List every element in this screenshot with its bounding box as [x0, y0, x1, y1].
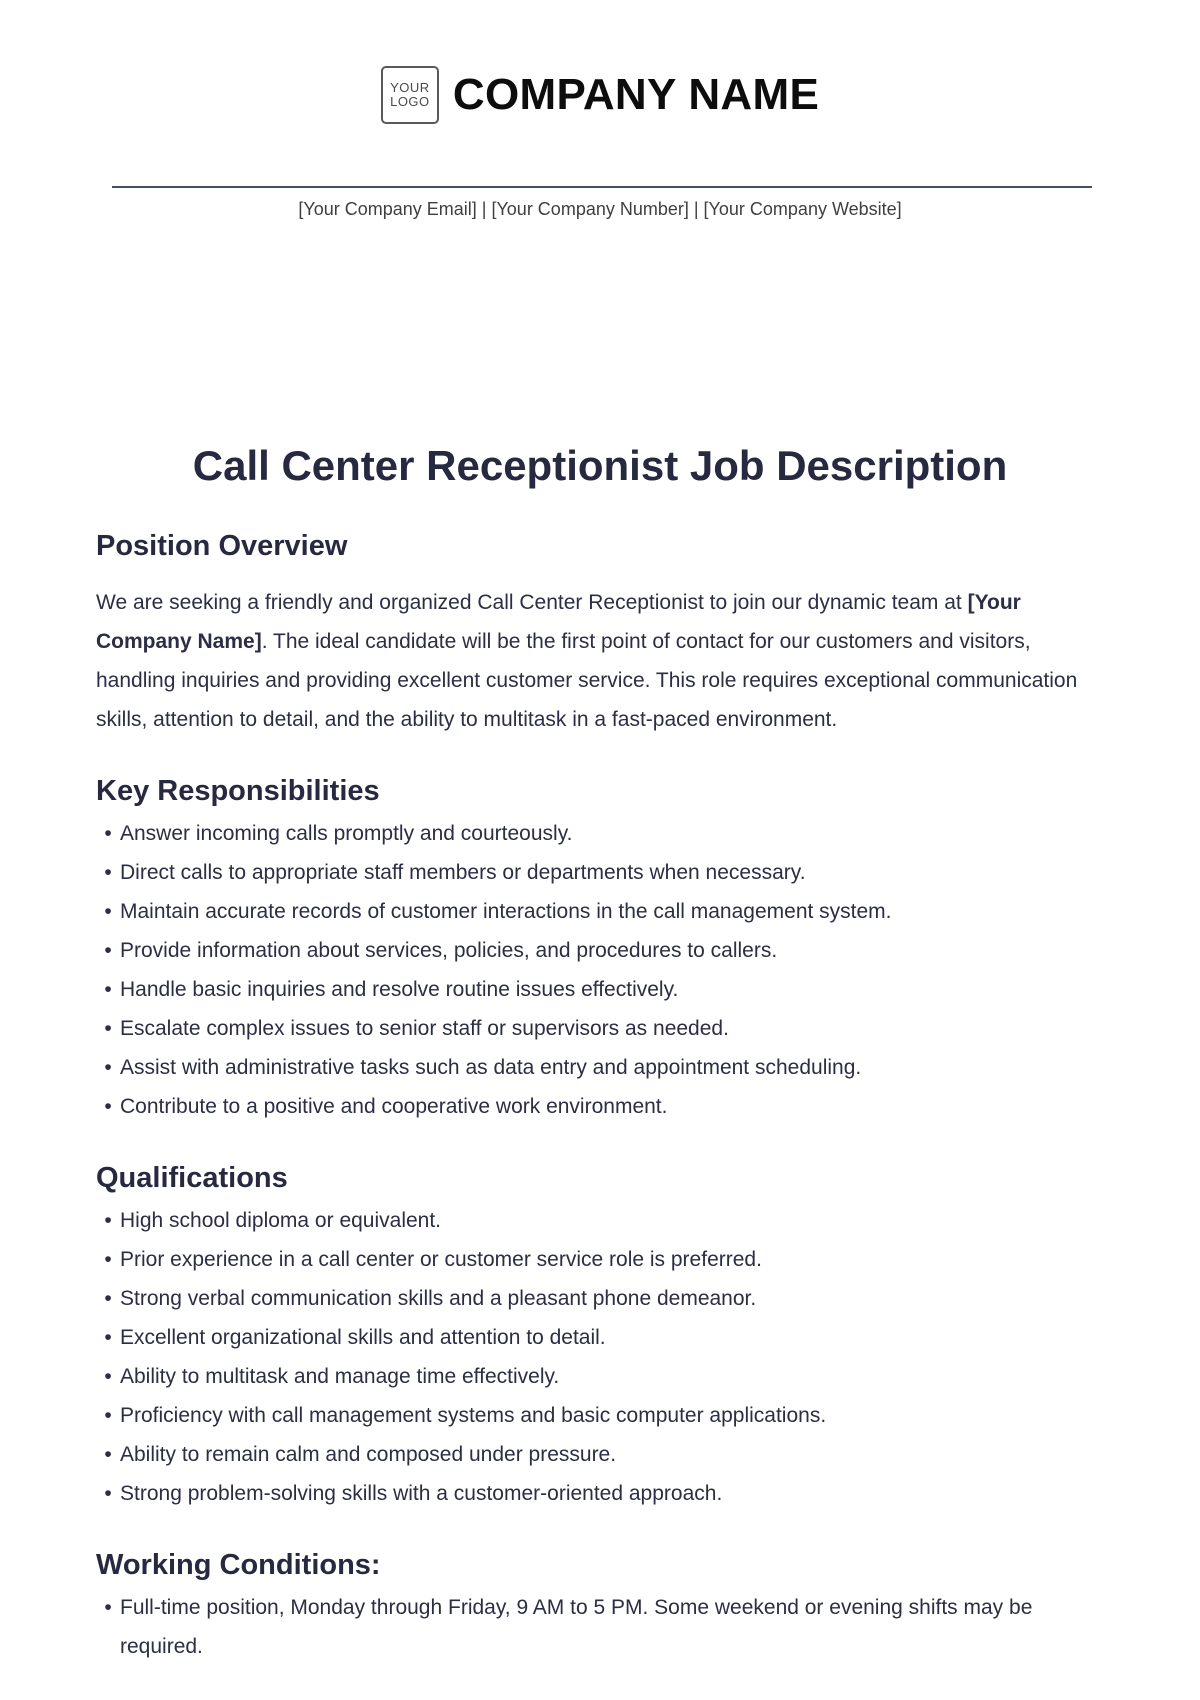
list-item: • Ability to remain calm and composed under pressure. [96, 1435, 1096, 1474]
working-conditions-heading: Working Conditions: [96, 1549, 381, 1581]
list-item-text: Ability to remain calm and composed under pressure. [120, 1443, 617, 1466]
list-item-text: Assist with administrative tasks such as data entry and appointment scheduling. [120, 1056, 862, 1079]
document-header [0, 66, 1200, 124]
logo-line-2: LOGO [390, 94, 430, 109]
header-divider [112, 186, 1092, 188]
list-item-text: High school diploma or equivalent. [120, 1209, 442, 1232]
list-item-text: Strong problem-solving skills with a customer-oriented approach. [120, 1482, 723, 1505]
overview-heading: Position Overview [96, 530, 348, 562]
list-item: • Proficiency with call management systems and basic computer applications. [96, 1396, 1096, 1435]
list-item: • Answer incoming calls promptly and courteously. [96, 814, 1096, 853]
list-item-text: Strong verbal communication skills and a pleasant phone demeanor. [120, 1287, 757, 1310]
list-item: • Prior experience in a call center or customer service role is preferred. [96, 1240, 1096, 1279]
responsibilities-list [96, 814, 1096, 1126]
list-item: • Direct calls to appropriate staff members or departments when necessary. [96, 853, 1096, 892]
list-item-text: Direct calls to appropriate staff members or departments when necessary. [120, 861, 806, 884]
company-name: COMPANY NAME [452, 70, 820, 119]
list-item: • Maintain accurate records of customer interactions in the call management system. [96, 892, 1096, 931]
logo-line-1: YOUR [390, 80, 430, 95]
document-body [96, 530, 1096, 1666]
list-item: • Handle basic inquiries and resolve routine issues effectively. [96, 970, 1096, 1009]
list-item-text: Ability to multitask and manage time effectively. [120, 1365, 560, 1388]
list-item-text: Prior experience in a call center or customer service role is preferred. [120, 1248, 762, 1271]
list-item-text: Escalate complex issues to senior staff or supervisors as needed. [120, 1017, 729, 1040]
list-item: • High school diploma or equivalent. [96, 1201, 1096, 1240]
list-item-text: Handle basic inquiries and resolve routine issues effectively. [120, 978, 679, 1001]
list-item: • Strong verbal communication skills and a pleasant phone demeanor. [96, 1279, 1096, 1318]
list-item: • Provide information about services, policies, and procedures to callers. [96, 931, 1096, 970]
list-item-text: Contribute to a positive and cooperative work environment. [120, 1095, 668, 1118]
list-item: • Ability to multitask and manage time effectively. [96, 1357, 1096, 1396]
responsibilities-heading: Key Responsibilities [96, 775, 380, 807]
list-item: • Full-time position, Monday through Friday, 9 AM to 5 PM. Some weekend or evening shifts may be required. [96, 1588, 1096, 1666]
list-item-text: Answer incoming calls promptly and courteously. [120, 822, 573, 845]
list-item-text: Proficiency with call management systems and basic computer applications. [120, 1404, 827, 1427]
list-item-text: Maintain accurate records of customer interactions in the call management system. [120, 900, 892, 923]
list-item: • Excellent organizational skills and attention to detail. [96, 1318, 1096, 1357]
qualifications-list [96, 1201, 1096, 1513]
company-name-placeholder: [Your Company Name] [96, 591, 1021, 653]
qualifications-heading: Qualifications [96, 1162, 288, 1194]
list-item: • Strong problem-solving skills with a customer-oriented approach. [96, 1474, 1096, 1513]
list-item-text: Full-time position, Monday through Friday, 9 AM to 5 PM. Some weekend or evening shifts may be required. [120, 1596, 1033, 1658]
logo-placeholder [381, 66, 439, 124]
document-title: Call Center Receptionist Job Description [192, 442, 1008, 489]
list-item-text: Excellent organizational skills and attention to detail. [120, 1326, 606, 1349]
working-conditions-list [96, 1588, 1096, 1666]
list-item: • Assist with administrative tasks such as data entry and appointment scheduling. [96, 1048, 1096, 1087]
list-item: • Escalate complex issues to senior staff or supervisors as needed. [96, 1009, 1096, 1048]
contact-line: [Your Company Email] | [Your Company Number] | [Your Company Website] [298, 199, 902, 219]
list-item-text: Provide information about services, policies, and procedures to callers. [120, 939, 778, 962]
list-item: • Contribute to a positive and cooperative work environment. [96, 1087, 1096, 1126]
overview-paragraph [96, 583, 1096, 739]
overview-text-before: We are seeking a friendly and organized Call Center Receptionist to join our dynamic team at [96, 591, 968, 614]
overview-text-after: . The ideal candidate will be the first point of contact for our customers and visitors, handling inquiries and providing excellent customer service. This role requires exceptional communication skills, attention to detail, and the ability to multitask in a fast-paced environment. [96, 630, 1078, 731]
